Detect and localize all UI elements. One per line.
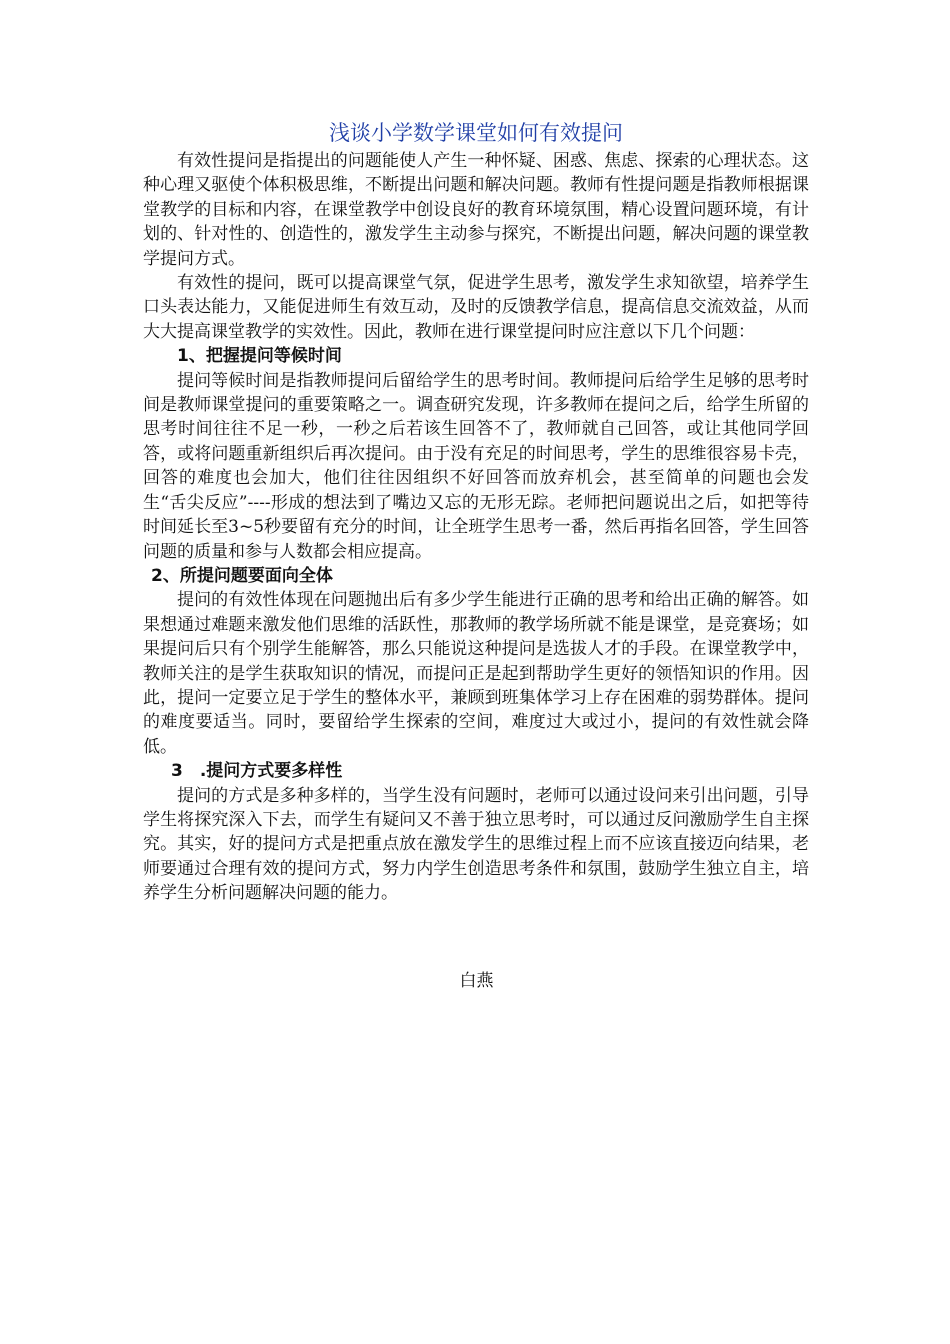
section-heading-3: 3 .提问方式要多样性 <box>171 761 343 782</box>
section-body-2: 提问的有效性体现在问题抛出后有多少学生能进行正确的思考和给出正确的解答。如果想通过难题来激发他们思维的活跃性，那教师的教学场所就不能是课堂，是竞赛场；如果提问后只有个别学生能解答，那么只能说这种提问是选拔人才的手段。在课堂教学中，教师关注的是学生获取知识的情况，而提问正是起到帮助学生更好的领悟知识的作用。因此，提问一定要立足于学生的整体水平，兼顾到班集体学习上存在困难的弱势群体。提问的难度要适当。同时，要留给学生探索的空间，难度过大或过小，提问的有效性就会降低。 <box>143 590 809 757</box>
section-body-1: 提问等候时间是指教师提问后留给学生的思考时间。教师提问后给学生足够的思考时间是教师课堂提问的重要策略之一。调查研究发现，许多教师在提问之后，给学生所留的思考时间往往不足一秒，一秒之后若该生回答不了，教师就自己回答，或让其他同学回答，或将问题重新组织后再次提问。由于没有充足的时间思考，学生的思维很容易卡壳，回答的难度也会加大，他们往往因组织不好回答而放弃机会，甚至简单的问题也会发生“舌尖反应”----形成的想法到了嘴边又忘的无形无踪。老师把问题说出之后，如把等待时间延长至3~5秒要留有充分的时间，让全班学生思考一番，然后再指名回答，学生回答问题的质量和参与人数都会相应提高。 <box>143 370 809 562</box>
section-body-3: 提问的方式是多种多样的，当学生没有问题时，老师可以通过设问来引出问题，引导学生将探究深入下去，而学生有疑问又不善于独立思考时，可以通过反问激励学生自主探究。其实，好的提问方式是把重点放在激发学生的思维过程上而不应该直接迈向结果，老师要通过合理有效的提问方式，努力内学生创造思考条件和氛围，鼓励学生独立自主，培养学生分析问题解决问题的能力。 <box>143 785 809 904</box>
section-heading-2: 2、所提问题要面向全体 <box>151 565 333 586</box>
section-heading-1: 1、把握提问等候时间 <box>177 346 342 367</box>
document-page <box>143 118 809 993</box>
intro-paragraph-1: 有效性提问是指提出的问题能使人产生一种怀疑、困惑、焦虑、探索的心理状态。这种心理又驱使个体积极思维，不断提出问题和解决问题。教师有性提问题是指教师根据课堂教学的目标和内容，在课堂教学中创设良好的教育环境氛围，精心设置问题环境，有计划的、针对性的、创造性的，激发学生主动参与探究，不断提出问题，解决问题的课堂教学提问方式。 <box>143 151 809 269</box>
intro-paragraph-2: 有效性的提问，既可以提高课堂气氛，促进学生思考，激发学生求知欲望，培养学生口头表达能力，又能促进师生有效互动，及时的反馈教学信息，提高信息交流效益，从而大大提高课堂教学的实效性。因此，教师在进行课堂提问时应注意以下几个问题： <box>143 273 809 342</box>
document-title: 浅谈小学数学课堂如何有效提问 <box>329 121 623 145</box>
author-signature: 白燕 <box>459 970 494 991</box>
